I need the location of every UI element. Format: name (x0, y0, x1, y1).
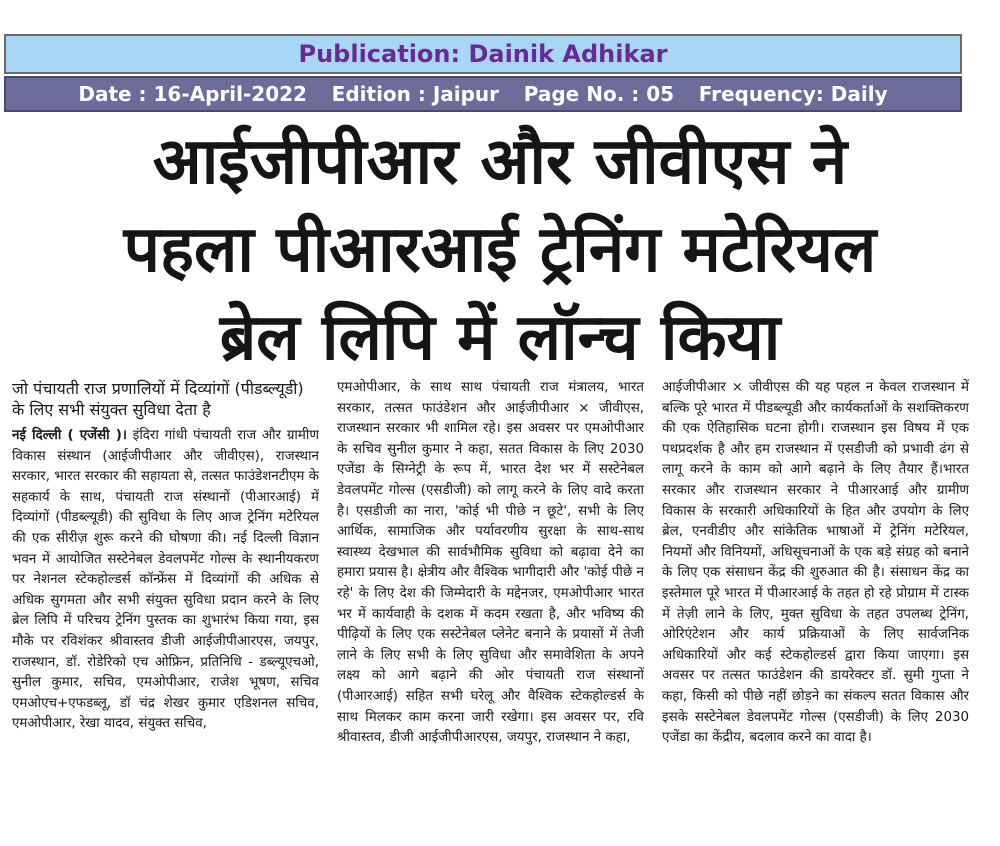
headline-line-3: ब्रेल लिपि में लॉन्च किया (219, 301, 781, 375)
column-3-body: आईजीपीआर × जीवीएस की यह पहल न केवल राजस्थान में बल्कि पूरे भारत में पीडब्ल्यूडी और कार्यकर्ताओं के सशक्तिकरण की एक ऐतिहासिक घटना होगी। राजस्थान इस विषय में एक पथप्रदर्शक है और हम राजस्थान में एसडीजी को प्रभावी ढंग से लागू करने के काम को आगे बढ़ाने के लिए तैयार हैं।भारत सरकार और राजस्थान सरकार ने पीआरआई और ग्रामीण विकास के सरकारी अधिकारियों के हित और उपयोग के लिए ब्रेल, एनवीडीए और सांकेतिक भाषाओं में ट्रेनिंग मटेरियल, नियमों और विनियमों, अधिसूचनाओं के एक बड़े संग्रह को बनाने के लिए एक संसाधन केंद्र की शुरुआत की है। संसाधन केंद्र का इस्तेमाल पूरे भारत में पीआरआई के तहत हो रहे प्रोग्राम में टास्क में तेज़ी लाने के लिए, मुक्त सुविधा के तहत उपलब्ध ट्रेनिंग, ओरिएंटेशन और कार्य प्रक्रियाओं के लिए सार्वजनिक अधिकारियों और कई स्टेकहोल्डर्स द्वारा किया जाएगा। इस अवसर पर तत्सत फाउंडेशन की डायरेक्टर डॉ. सुमी गुप्ता ने कहा, किसी को पीछे नहीं छोड़ने का संकल्प सतत विकास और इसके सस्टेनेबल डेवलपमेंट गोल्स (एसडीजी) के लिए 2030 एजेंडा का केंद्रीय, बदलाव करने का वादा है। (662, 380, 969, 746)
headline-line-2: पहला पीआरआई ट्रेनिंग मटेरियल (123, 213, 877, 287)
article-column-2 (337, 378, 644, 838)
column-2-body: एमओपीआर, के साथ साथ पंचायती राज मंत्रालय, भारत सरकार, तत्सत फाउंडेशन और आईजीपीआर × जीवीएस, राजस्थान सरकार भी शामिल रहे। इस अवसर पर एमओपीआर के सचिव सुनील कुमार ने कहा, सतत विकास के लिए 2030 एजेंडा के सिग्नेट्री के रूप में, भारत देश भर में सस्टेनेबल डेवलपमेंट गोल्स (एसडीजी) को लागू करने के लिए वादे करता है। एसडीजी का नारा, 'कोई भी पीछे न छूटे', सभी के लिए आर्थिक, सामाजिक और पर्यावरणीय सुरक्षा के साथ-साथ स्वास्थ्य देखभाल की सार्वभौमिक सुविधा को बढ़ावा देने का हमारा प्रयास है। क्षेत्रीय और वैश्विक भागीदारी और 'कोई पीछे न रहे' के लिए देश की जिम्मेदारी के मद्देनजर, एमओपीआर भारत भर में कार्यवाही के दशक में कदम रखता है, और भविष्य की पीढ़ियों के लिए एक सस्टेनेबल प्लेनेट बनाने के प्रयासों में तेजी लाने के लिए सभी के लिए सुविधा और समावेशिता के अपने लक्ष्य को आगे बढ़ाने की ओर पंचायती राज संस्थानों (पीआरआई) सहित सभी घरेलू और वैश्विक स्टेकहोल्डर्स के साथ मिलकर काम करना जारी रखेगा। इस अवसर पर, रवि श्रीवास्तव, डीजी आईजीपीआरएस, जयपुर, राजस्थान ने कहा, (337, 380, 644, 746)
article-strap: जो पंचायती राज प्रणालियों में दिव्यांगों (पीडब्ल्यूडी) के लिए सभी संयुक्त सुविधा देता है (12, 379, 304, 419)
page-label: Page No. : 05 (523, 82, 675, 106)
clipping-meta-bar (4, 76, 962, 112)
column-1-text (12, 426, 319, 735)
column-1-body: इंदिरा गांधी पंचायती राज और ग्रामीण विकास संस्थान (आईजीपीआर और जीवीएस), राजस्थान सरकार, भारत सरकार की सहायता से, तत्सत फाउंडेशनटीएम के सहकार्य के साथ, पंचायती राज संस्थानों (पीआरआई) में दिव्यांगों (पीडब्ल्यूडी) की सुविधा के लिए आज ट्रेनिंग मटेरियल की एक सीरीज़ शुरू करने की घोषणा की। नई दिल्ली विज्ञान भवन में आयोजित सस्टेनेबल डेवलपमेंट गोल्स के स्थानीयकरण पर नेशनल स्टेकहोल्डर्स कॉन्फ्रेंस में दिव्यांगों की अधिक से अधिक सुगमता और सभी संयुक्त सुविधा प्रदान करने के लिए ब्रेल लिपि में परिचय ट्रेनिंग पुस्तक का शुभारंभ किया गया, इस मौके पर रविशंकर श्रीवास्तव डीजी आईजीपीआरएस, जयपुर, राजस्थान, डॉ. रोडेरिको एच ओफ्रिन, प्रतिनिधि - डब्ल्यूएचओ, सुनील कुमार, सचिव, एमओपीआर, राजेश भूषण, सचिव एमओएच+एफडब्लू, डॉ चंद्र शेखर कुमार एडिशनल सचिव, एमओपीआर, रेखा यादव, संयुक्त सचिव, (12, 428, 319, 732)
frequency-label: Frequency: Daily (698, 82, 888, 106)
article-body (12, 378, 970, 838)
article-column-1 (12, 378, 319, 838)
article-column-3 (662, 378, 969, 838)
publication-banner (4, 34, 962, 74)
publication-name: Publication: Dainik Adhikar (298, 40, 668, 68)
headline-line-1: आईजीपीआर और जीवीएस ने (152, 125, 848, 199)
article-headline (10, 118, 990, 382)
edition-label: Edition : Jaipur (331, 82, 500, 106)
dateline: नई दिल्ली ( एजेंसी )। (12, 428, 127, 443)
date-label: Date : 16-April-2022 (78, 82, 307, 106)
